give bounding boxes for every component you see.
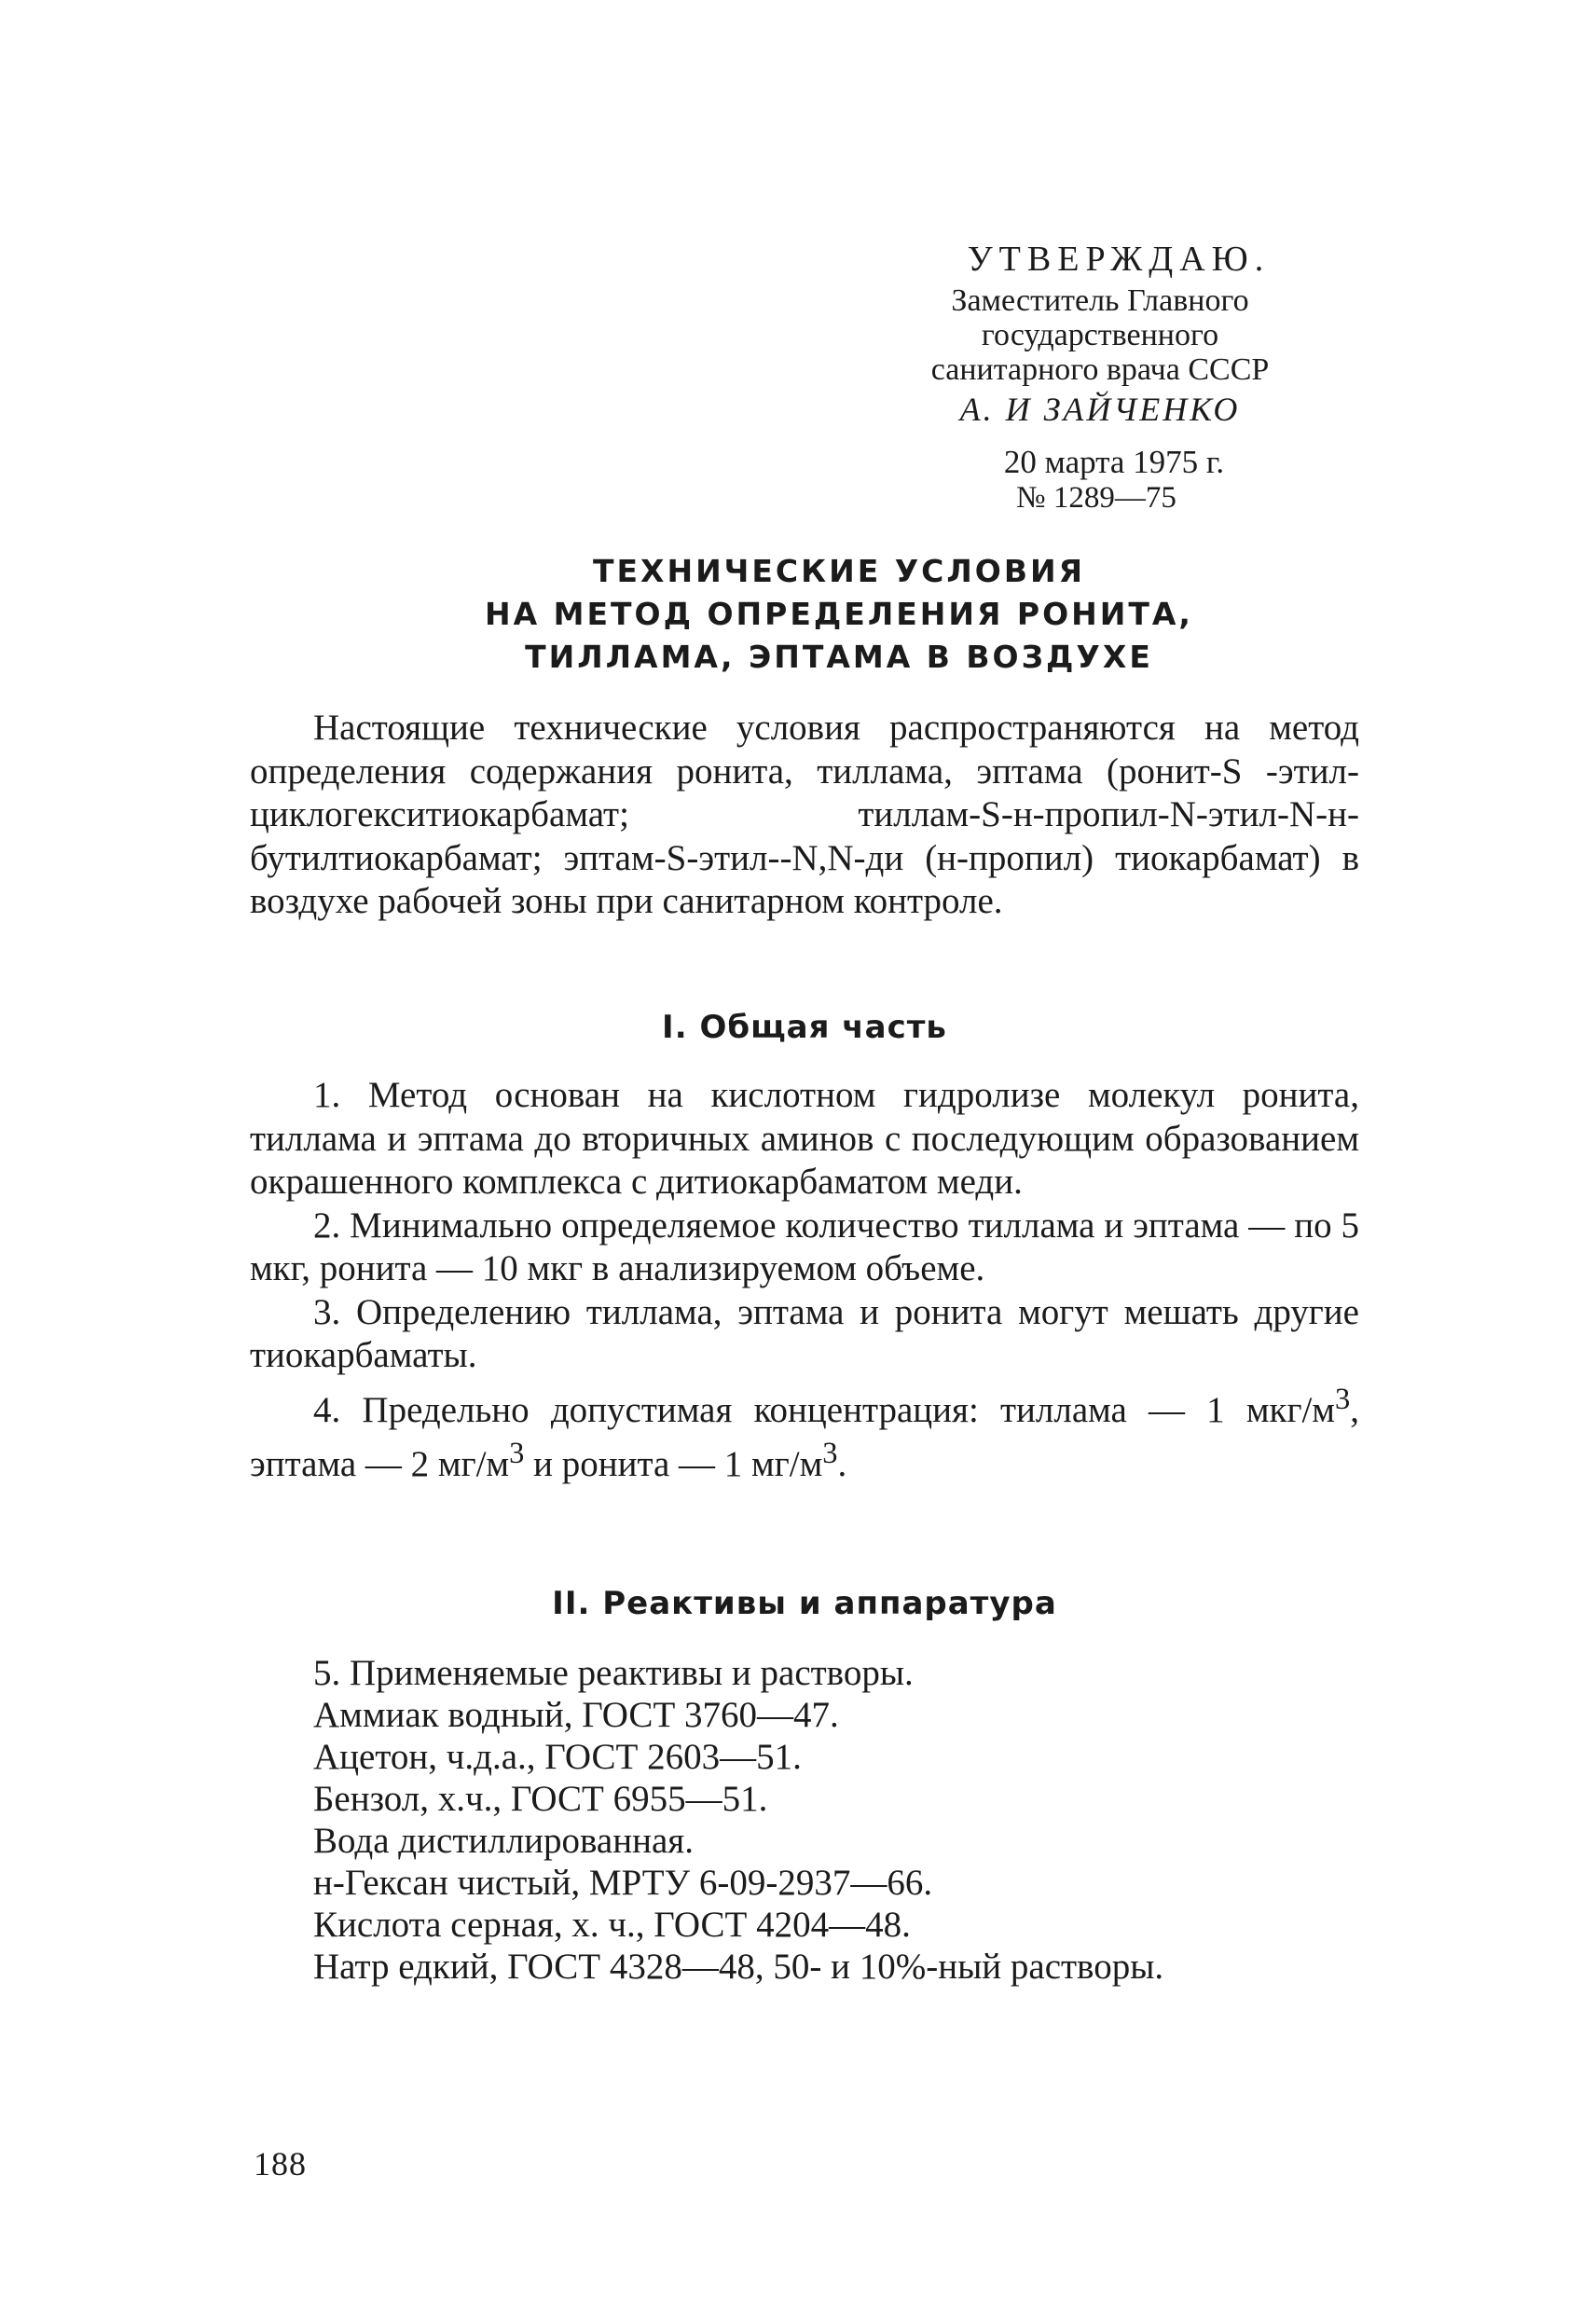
document-title-line: ТИЛЛАМА, ЭПТАМА В ВОЗДУХЕ bbox=[525, 639, 1153, 675]
intro-section bbox=[250, 707, 1359, 924]
superscript: 3 bbox=[1335, 1382, 1351, 1416]
reagent-item: н-Гексан чистый, МРТУ 6-09-2937—66. bbox=[313, 1863, 933, 1903]
document-title-line: ТЕХНИЧЕСКИЕ УСЛОВИЯ bbox=[592, 553, 1086, 589]
document-title bbox=[410, 550, 1268, 679]
reagent-item: Вода дистиллированная. bbox=[313, 1821, 694, 1861]
reagent-item: Бензол, х.ч., ГОСТ 6955—51. bbox=[313, 1779, 768, 1819]
limits-text: , эптама — 2 мг/м bbox=[250, 1389, 1359, 1484]
limits-text: . bbox=[837, 1444, 847, 1484]
superscript: 3 bbox=[822, 1437, 838, 1470]
numbered-paragraph: 1. Метод основан на кислотном гидролизе молекул ронита, тиллама и эптама до вторичных аминов с последующим образованием окрашенного комплекса с дитиокарбаматом меди. bbox=[250, 1075, 1359, 1202]
approval-position-line: санитарного врача СССР bbox=[930, 352, 1270, 387]
reagent-item: Натр едкий, ГОСТ 4328—48, 50- и 10%-ный растворы. bbox=[313, 1947, 1164, 1987]
reagents-intro: 5. Применяемые реактивы и растворы. bbox=[313, 1653, 914, 1693]
page-number: 188 bbox=[254, 2145, 307, 2182]
section-heading-general: I. Общая часть bbox=[662, 1009, 947, 1046]
limits-text: 4. Предельно допустимая концентрация: тиллама — 1 мкг/м bbox=[313, 1389, 1335, 1430]
reagent-item: Кислота серная, х. ч., ГОСТ 4204—48. bbox=[313, 1905, 911, 1945]
section-reagents bbox=[250, 1652, 1359, 1988]
approval-date: 20 марта 1975 г. bbox=[1003, 444, 1225, 480]
section-general bbox=[250, 1074, 1359, 1487]
approval-number: № 1289—75 bbox=[1016, 481, 1176, 515]
numbered-paragraph-limits bbox=[250, 1378, 1359, 1487]
reagent-item: Аммиак водный, ГОСТ 3760—47. bbox=[313, 1695, 839, 1735]
numbered-paragraph: 3. Определению тиллама, эптама и ронита могут мешать другие тиокарбаматы. bbox=[250, 1291, 1359, 1375]
limits-text: и ронита — 1 мг/м bbox=[524, 1444, 823, 1484]
approval-position-line: государственного bbox=[981, 318, 1219, 352]
approval-signatory-name: А. И ЗАЙЧЕНКО bbox=[959, 391, 1241, 428]
reagent-item: Ацетон, ч.д.а., ГОСТ 2603—51. bbox=[313, 1737, 802, 1777]
intro-paragraph: Настоящие технические условия распространяются на метод определения содержания ронита, тиллама, эптама (ронит-S -этил-циклогекситиокарбамат; тиллам-S-н-пропил-N-этил-N-н-бутилтиокарбамат; эптам-S-этил--N,N-ди (н-пропил) тиокарбамат) в воздухе рабочей зоны при санитарном контроле. bbox=[250, 708, 1359, 921]
approval-block bbox=[876, 241, 1324, 516]
document-title-line: НА МЕТОД ОПРЕДЕЛЕНИЯ РОНИТА, bbox=[485, 596, 1193, 632]
approval-title: УТВЕРЖДАЮ. bbox=[967, 240, 1271, 279]
approval-position-line: Заместитель Главного bbox=[951, 283, 1249, 318]
superscript: 3 bbox=[509, 1437, 525, 1470]
section-heading-reagents: II. Реактивы и аппаратура bbox=[552, 1585, 1057, 1622]
numbered-paragraph: 2. Минимально определяемое количество тиллама и эптама — по 5 мкг, ронита — 10 мкг в анализируемом объеме. bbox=[250, 1205, 1359, 1288]
